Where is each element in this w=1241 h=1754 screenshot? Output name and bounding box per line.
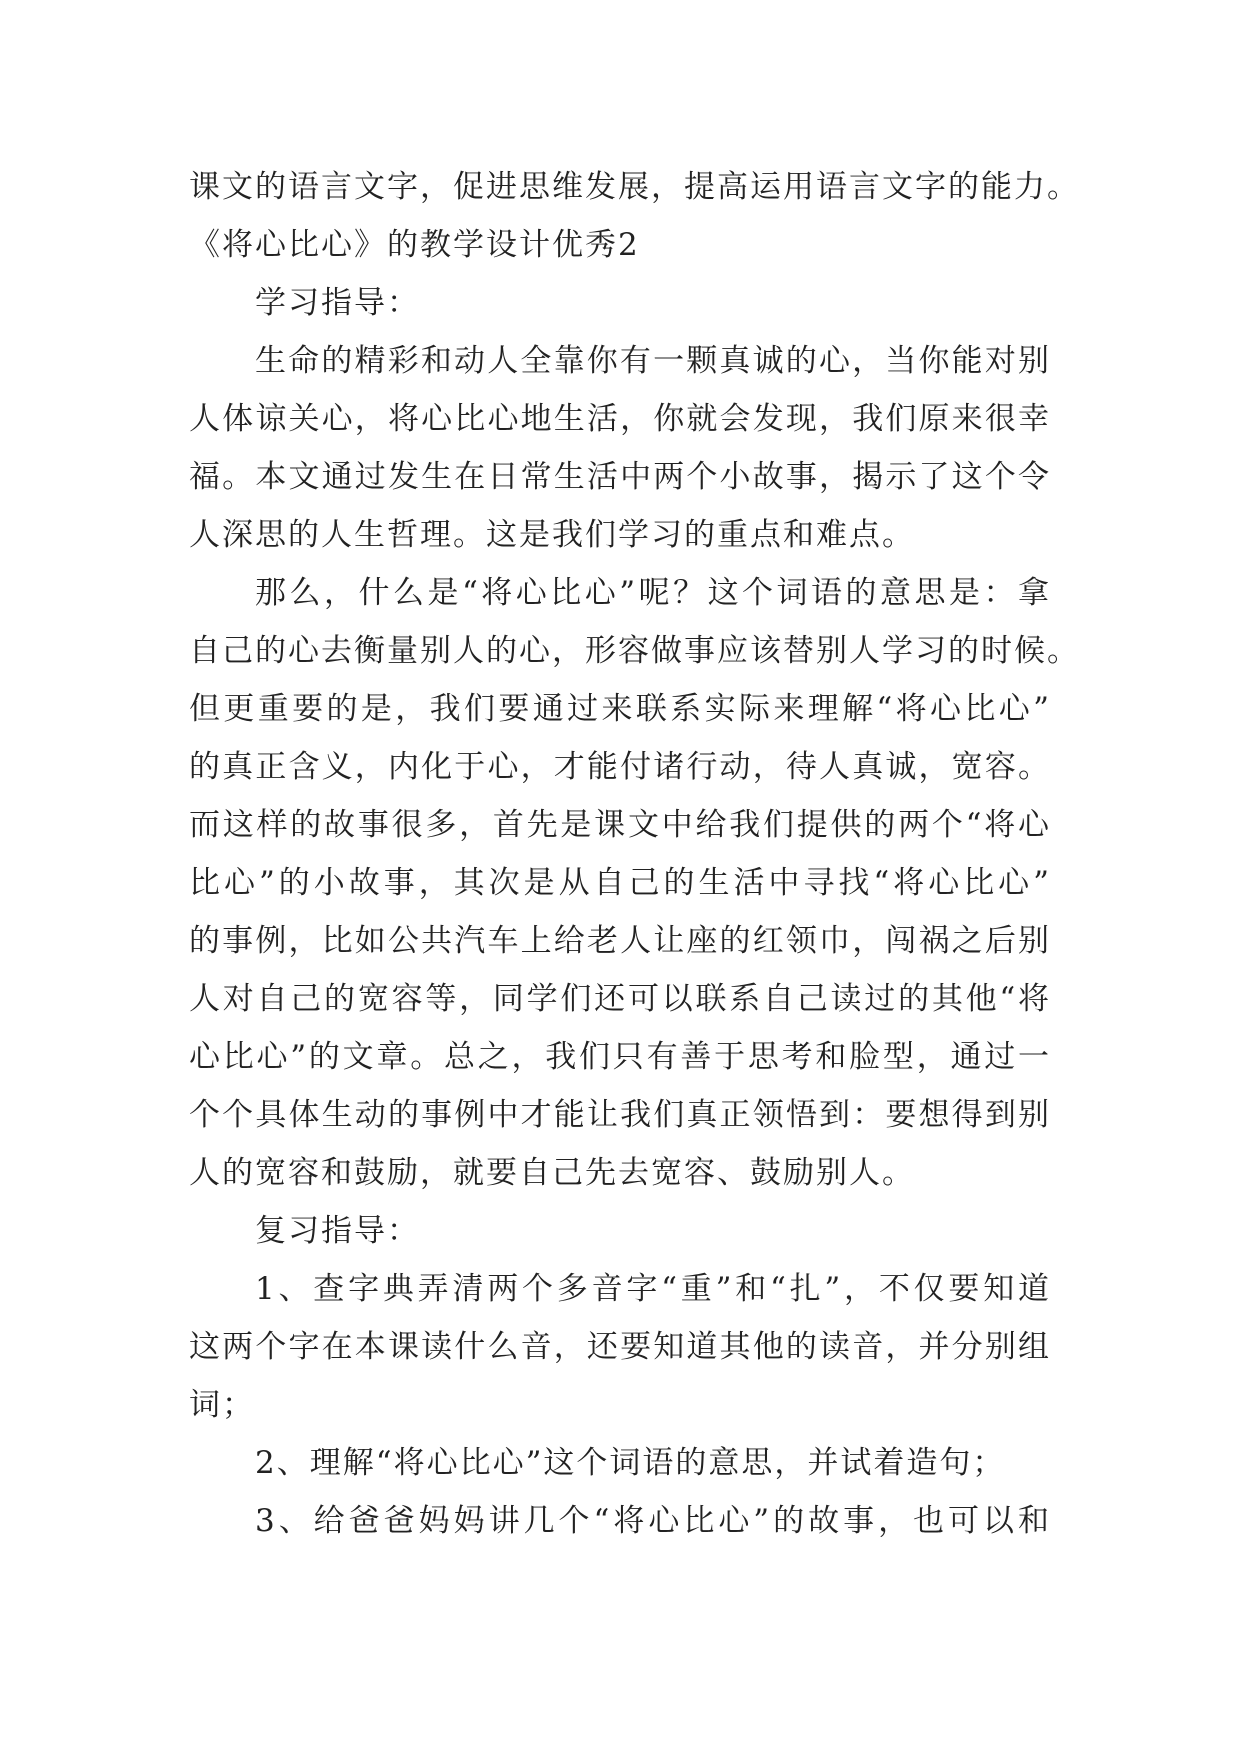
text-line: 福。本文通过发生在日常生活中两个小故事，揭示了这个令 [189, 459, 1051, 495]
text-line: 人对自己的宽容等，同学们还可以联系自己读过的其他“将 [189, 981, 1051, 1017]
section-title: 《将心比心》的教学设计优秀2 [189, 227, 640, 263]
list-item-1: 1、查字典弄清两个多音字“重”和“扎”，不仅要知道 [255, 1271, 1051, 1307]
text-line: 的真正含义，内化于心，才能付诸行动，待人真诚，宽容。 [189, 749, 1051, 785]
text-line: 比心”的小故事，其次是从自己的生活中寻找“将心比心” [189, 865, 1051, 901]
text-line: 那么，什么是“将心比心”呢？这个词语的意思是：拿 [255, 575, 1051, 611]
heading-study-guide: 学习指导： [255, 285, 420, 321]
text-line: 生命的精彩和动人全靠你有一颗真诚的心，当你能对别 [255, 343, 1051, 379]
text-line: 人的宽容和鼓励，就要自己先去宽容、鼓励别人。 [189, 1155, 915, 1191]
text-line: 个个具体生动的事例中才能让我们真正领悟到：要想得到别 [189, 1097, 1051, 1133]
text-line: 词； [189, 1387, 255, 1423]
text-line: 自己的心去衡量别人的心，形容做事应该替别人学习的时候。 [189, 633, 1080, 669]
text-line: 课文的语言文字，促进思维发展，提高运用语言文字的能力。 [189, 169, 1080, 205]
document-body [189, 158, 1080, 1550]
list-item-3: 3、给爸爸妈妈讲几个“将心比心”的故事，也可以和 [255, 1503, 1051, 1539]
text-line: 心比心”的文章。总之，我们只有善于思考和脸型，通过一 [189, 1039, 1051, 1075]
text-line: 人深思的人生哲理。这是我们学习的重点和难点。 [189, 517, 915, 553]
text-line: 但更重要的是，我们要通过来联系实际来理解“将心比心” [189, 691, 1051, 727]
text-line: 而这样的故事很多，首先是课文中给我们提供的两个“将心 [189, 807, 1051, 843]
text-line: 的事例，比如公共汽车上给老人让座的红领巾，闯祸之后别 [189, 923, 1051, 959]
list-item-2: 2、理解“将心比心”这个词语的意思，并试着造句； [255, 1445, 1006, 1481]
heading-review-guide: 复习指导： [255, 1213, 420, 1249]
text-line: 人体谅关心，将心比心地生活，你就会发现，我们原来很幸 [189, 401, 1051, 437]
text-line: 这两个字在本课读什么音，还要知道其他的读音，并分别组 [189, 1329, 1051, 1365]
